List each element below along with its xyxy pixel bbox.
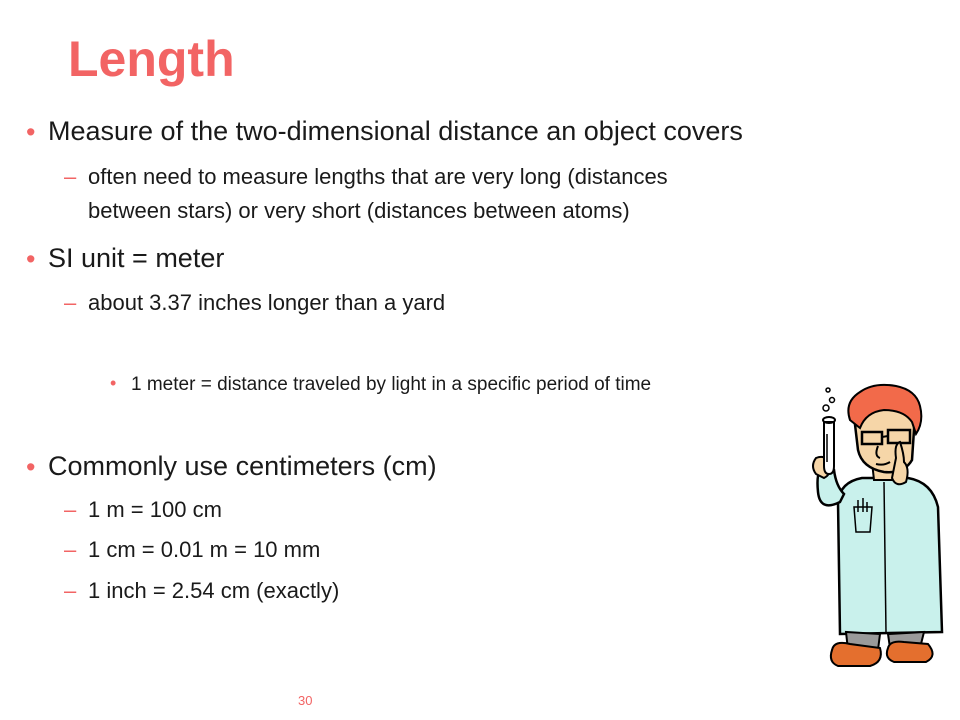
sub-bullet-marker: – (64, 290, 77, 315)
sub-sub-bullet-marker: • (110, 373, 117, 393)
slide-title: Length (68, 31, 235, 87)
bullet-text: Measure of the two-dimensional distance an object covers (48, 116, 743, 146)
sub-bullet-text: 1 cm = 0.01 m = 10 mm (88, 537, 321, 562)
sub-bullet-marker: – (64, 537, 77, 562)
bullet-marker: • (26, 117, 36, 147)
sub-bullet-marker: – (64, 497, 77, 522)
sub-bullet-marker: – (64, 578, 77, 603)
sub-bullet-text: 1 inch = 2.54 cm (exactly) (88, 578, 340, 603)
sub-bullet-text: often need to measure lengths that are very long (distances (88, 164, 668, 189)
sub-bullet-text: 1 m = 100 cm (88, 497, 222, 522)
bullet-text: SI unit = meter (48, 243, 225, 273)
sub-bullet-marker: – (64, 164, 77, 189)
sub-bullet-text: about 3.37 inches longer than a yard (88, 290, 446, 315)
bullet-marker: • (26, 244, 36, 274)
bullet-marker: • (26, 452, 36, 482)
sub-bullet-text: between stars) or very short (distances between atoms) (88, 198, 630, 223)
bullet-text: Commonly use centimeters (cm) (48, 451, 437, 481)
page-number: 30 (298, 693, 313, 708)
sub-sub-bullet-text: 1 meter = distance traveled by light in a specific period of time (131, 374, 652, 395)
scientist-with-test-tube-icon (800, 382, 960, 672)
